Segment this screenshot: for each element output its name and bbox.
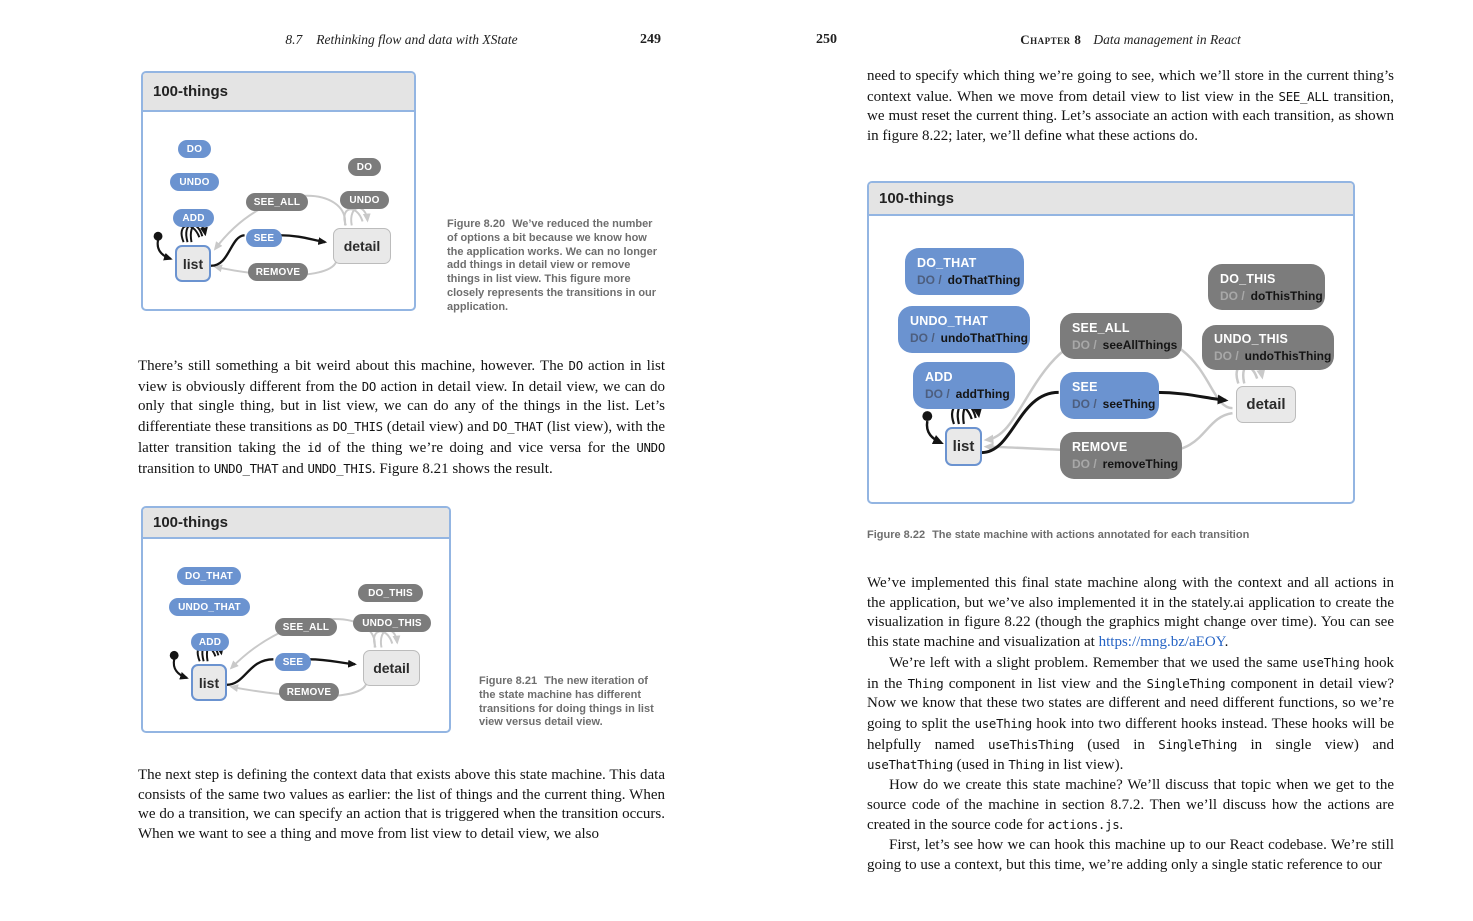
initial-state-arrow [174,659,187,678]
action-name: addThing [955,387,1010,401]
state-node-detail: detail [333,228,391,264]
paragraph [867,776,1394,836]
figure-label: Figure 8.22 [867,529,926,541]
event-name: REMOVE [1072,440,1128,454]
event-pill-undo-that [898,306,1030,353]
transition-see-arrow [309,659,355,664]
detail-self-loop [381,630,397,647]
text-run: (used in [1073,736,1159,753]
inline-code: useThing [974,715,1032,731]
text-run: How do we create this state machine? We’ll discuss that topic when we get to the source code of the machine in section 8.7.2. Then we’ll discuss how the actions are created in the source code for [867,777,1394,834]
event-pill-undo-this: UNDO_THIS [353,614,431,632]
state-diagram-figure-8-21 [141,506,451,733]
state-diagram-figure-8-22 [867,181,1355,504]
text-run: in list view). [1044,757,1124,774]
text-run: component in list view and the [943,675,1147,692]
event-pill-undo: UNDO [170,173,219,191]
action-prefix: DO / [910,331,935,345]
left-running-head [138,32,665,50]
figure-caption-text: The state machine with actions annotated for each transition [932,529,1250,541]
paragraph [867,653,1394,776]
text-run: need to specify which thing we’re going to see, which we’ll store in the current thing’s context value. When we move from detail view to list view in the [867,68,1394,105]
text-run: (detail view) and [382,419,493,436]
inline-code: DO [361,378,377,394]
action-name: seeAllThings [1102,337,1178,352]
text-run: in single view) and [1237,736,1394,753]
text-run: . [1119,817,1124,834]
inline-code: SEE_ALL [1278,88,1329,104]
event-pill-do: DO [178,140,211,158]
inline-code: actions.js [1047,817,1120,833]
inline-code: UNDO_THAT [213,460,279,476]
event-name: SEE_ALL [1072,320,1130,335]
right-running-head-title [867,32,1394,48]
event-name: ADD [925,370,953,384]
text-run: hook in the [867,654,1394,692]
event-pill-undo-detail: UNDO [340,191,389,209]
event-name: UNDO_THAT [910,314,988,328]
paragraph [867,67,1394,147]
inline-code: UNDO [636,439,665,455]
state-node-list: list [175,245,211,282]
diagram-title: 100-things [153,83,229,100]
event-pill-do-detail: DO [348,158,381,176]
text-run: action in list view is obviously different from the [138,358,665,395]
event-pill-do-that: DO_THAT [177,567,241,585]
action-prefix: DO / [1072,337,1097,352]
event-pill-do-this [1208,264,1325,310]
action-name: undoThisThing [1244,349,1332,363]
event-pill-undo-that: UNDO_THAT [169,598,250,616]
text-run: hook into two different hooks instead. These hooks will be helpfully named [867,715,1394,753]
text-run: of the thing we’re doing and vice versa for the [321,439,637,456]
state-diagram-figure-8-20 [141,71,416,311]
event-pill-see-all [1060,313,1182,359]
text-run: . Figure 8.21 shows the result. [371,460,553,477]
text-column [867,574,1394,876]
event-pill-see-all: SEE_ALL [275,618,337,636]
inline-code: UNDO_THIS [307,460,372,476]
detail-self-loop [351,208,367,225]
figure-8-21-caption [479,675,659,730]
state-node-list: list [945,427,982,466]
section-title: Rethinking flow and data with XState [316,32,518,47]
chapter-title: Data management in React [1093,32,1241,47]
inline-code: DO_THAT [492,419,543,435]
inline-code: DO_THIS [332,419,383,435]
inline-code: SingleThing [1158,736,1238,752]
text-run: First, let’s see how we can hook this machine up to our React codebase. We’re still going to use a context, but this time, we’re adding only a single static reference to our [867,837,1394,873]
initial-state-dot [922,411,932,421]
left-page-number: 249 [640,32,661,47]
event-pill-do-that [905,248,1024,295]
initial-state-dot [154,232,163,241]
initial-state-arrow [927,421,941,443]
event-pill-remove [1060,432,1182,479]
event-pill-see: SEE [275,653,311,671]
inline-code: SingleThing [1146,675,1226,691]
text-run: . [1224,634,1229,651]
text-run: We’re left with a slight problem. Remember that we used the same [889,654,1303,671]
event-pill-add: ADD [173,209,214,227]
action-name: seeThing [1102,397,1156,411]
event-pill-add [913,362,1015,409]
inline-code: Thing [1008,757,1045,773]
action-name: removeThing [1102,457,1179,471]
section-number: 8.7 [285,32,303,47]
diagram-title: 100-things [879,190,955,207]
text-run: and [278,460,308,477]
figure-8-22-caption [867,529,1394,543]
figure-caption-text: We’ve reduced the number of options a bit because we know how the application works. We can no longer add things in detail view or remove things in list view. This figure more closely represents the transitions in our application. [447,218,658,313]
inline-code: useThisThing [987,736,1074,752]
event-pill-see: SEE [246,229,282,247]
diagram-title-bar [869,183,1353,216]
event-pill-see [1060,372,1159,419]
initial-state-arrow [158,240,171,259]
event-pill-do-this: DO_THIS [358,584,423,602]
state-node-list: list [191,664,227,701]
figure-label: Figure 8.20 [447,218,506,230]
text-run: (used in [952,757,1009,774]
action-name: doThisThing [1250,288,1323,303]
diagram-title: 100-things [153,514,229,531]
initial-state-dot [170,651,179,660]
text-run: transition, we must reset the current thing. Let’s associate an action with each transition, as shown in figure 8.22; later, we’ll define what these actions do. [867,88,1394,145]
action-prefix: DO / [925,387,950,401]
transition-see-path [210,235,244,266]
list-self-loop [186,225,202,243]
inline-code: useThing [1302,654,1360,670]
event-pill-remove: REMOVE [248,263,308,281]
paragraph [867,836,1394,875]
figure-8-20-caption [447,218,659,315]
event-name: SEE [1072,380,1098,394]
right-page-number: 250 [816,32,837,47]
action-prefix: DO / [1214,349,1239,363]
state-node-detail: detail [1236,386,1296,423]
inline-code: id [307,439,322,455]
state-node-detail: detail [363,650,420,686]
action-name: doThatThing [947,273,1021,287]
inline-code: useThatThing [867,757,953,773]
paragraph [867,574,1394,653]
left-running-head-title [138,32,665,48]
event-name: UNDO_THIS [1214,332,1289,346]
text-run: action in detail view. In detail view, we can do only that single thing, but in list view, we can do any of the things in the list. Let’s differentiate these transitions as [138,378,666,436]
diagram-title-bar [143,73,414,112]
event-pill-add: ADD [191,633,229,651]
action-prefix: DO / [1072,397,1097,411]
text-run: There’s still something a bit weird about this machine, however. The [138,358,569,374]
action-prefix: DO / [1072,457,1097,471]
transition-see-path [226,659,273,685]
external-link[interactable]: https://mng.bz/aEOY [1098,634,1225,651]
inline-code: DO [568,358,583,373]
text-run: The next step is defining the context data that exists above this state machine. This data consists of the same two values as earlier: the list of things and the current thing. When we do a transition, we can specify an action that is triggered when the transition occurs. When we want to see a thing and move from list view to detail view, we also [138,767,665,843]
event-name: DO_THIS [1220,271,1276,286]
right-running-head [816,32,1394,50]
paragraph [138,356,665,479]
event-name: DO_THAT [917,256,977,270]
chapter-label: Chapter 8 [1020,32,1082,47]
paragraph [138,766,665,845]
figure-label: Figure 8.21 [479,675,538,687]
inline-code: Thing [907,675,944,691]
event-pill-remove: REMOVE [279,683,339,701]
action-name: undoThatThing [940,331,1028,345]
diagram-title-bar [143,508,449,539]
text-run: We’ve implemented this final state machine along with the context and all actions in the application, but we’ve also implemented it in the stately.ai application to create the visualization in figure 8.22 (though the graphics might change over time). You can see this state machine and visualization at [867,575,1394,651]
event-pill-undo-this [1202,325,1334,370]
action-prefix: DO / [1220,288,1245,303]
text-run: transition to [138,460,214,477]
action-prefix: DO / [917,273,942,287]
text-run: (list view), with the latter transition taking the [138,419,666,456]
transition-see-arrow [280,235,325,242]
figure-caption-text: The new iteration of the state machine has different transitions for doing things in list view versus detail view. [479,675,654,729]
text-run: component in detail view? Now we know that these two states are different and need different functions, so we’re going to split the [867,675,1394,732]
event-pill-see-all: SEE_ALL [246,193,308,211]
